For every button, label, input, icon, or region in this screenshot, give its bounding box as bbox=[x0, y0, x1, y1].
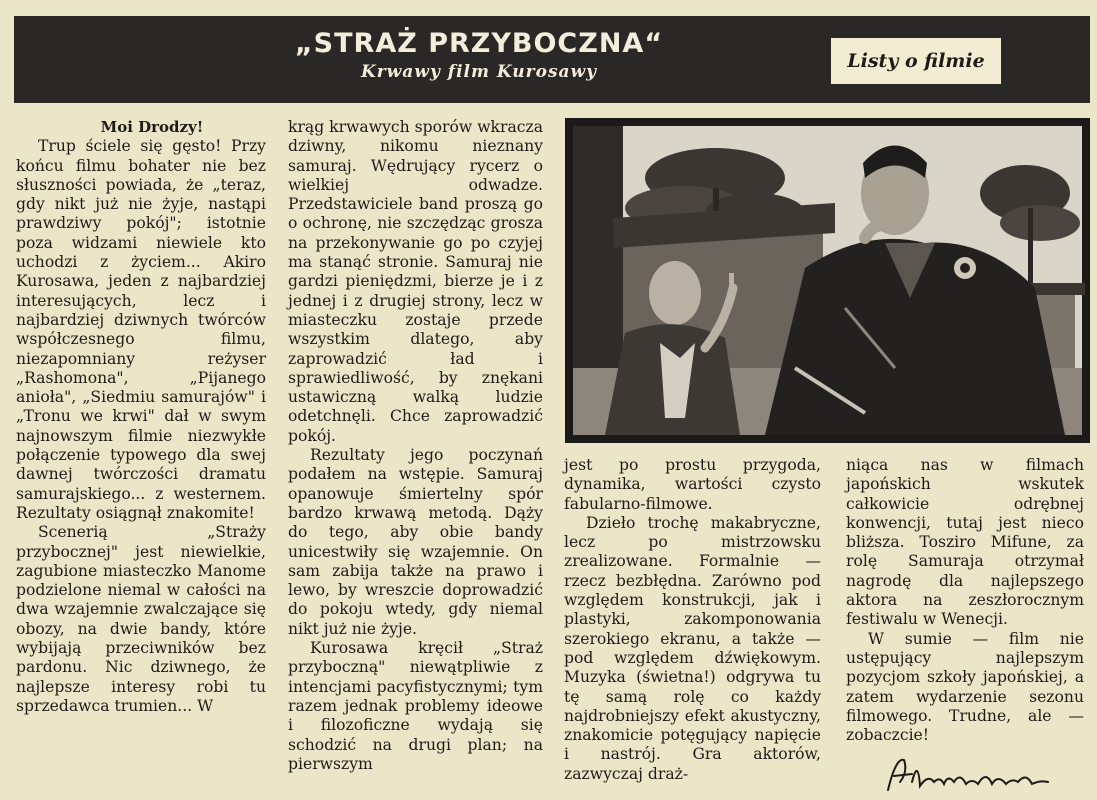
article-column-1 bbox=[16, 118, 266, 716]
signature-image bbox=[878, 752, 1078, 794]
article-column-2 bbox=[288, 118, 543, 774]
paragraph: W sumie — film nie ustępujący najlepszym pozycjom szkoły japońskiej, a zatem wydarzenie sezonu filmowego. Trudne, ale — zobaczcie! bbox=[846, 629, 1084, 745]
paragraph: Trup ściele się gęsto! Przy końcu filmu bohater nie bez słuszności powiada, że „teraz, gdy nikt już nie żyje, nastąpi prawdziwy pokój"; istotnie poza widzami niewiele kto uchodzi z życiem... Akiro Kurosawa, jeden z najbardziej interesujących, lecz i najbardziej dziwnych twórców współczesnego filmu, niezapomniany reżyser „Rashomona", „Pijanego anioła", „Siedmiu samurajów" i „Tronu we krwi" dał w swym najnowszym filmie niezwykłe połączenie typowego dla swej dawnej twórczości dramatu samurajskiego... z westernem. Rezultaty osiągnął znakomite! bbox=[16, 137, 266, 522]
paragraph: krąg krwawych sporów wkracza dziwny, nikomu nieznany samuraj. Wędrujący rycerz o wielkiej odwadze. Przedstawiciele band proszą go o ochronę, nie szczędząc grosza na przekonywanie go po czyjej ma stanąć stronie. Samuraj nie gardzi pieniędzmi, bierze je i z jednej i z drugiej strony, lecz w miasteczku zostaje przede wszystkim dlatego, aby zaprowadzić ład i sprawiedliwość, by znękani ustawiczną walką ludzie odetchnęli. Chce zaprowadzić pokój. bbox=[288, 118, 543, 445]
article-column-3 bbox=[564, 456, 821, 784]
author-signature bbox=[878, 752, 1078, 794]
paragraph: Kurosawa kręcił „Straż przyboczną" niewątpliwie z intencjami pacyfistycznymi; tym razem jednak problemy ideowe i filozoficzne wydają się schodzić na drugi plan; na pierwszym bbox=[288, 639, 543, 773]
paragraph: Rezultaty jego poczynań podałem na wstępie. Samuraj opanowuje śmiertelny spór bardzo krwawą metodą. Dąży do tego, aby obie bandy unicestwiły się wzajemnie. On sam zabija także na prawo i lewo, by wreszcie doprowadzić do pokoju wtedy, gdy niemal nikt już nie żyje. bbox=[288, 446, 543, 638]
greeting: Moi Drodzy! bbox=[100, 118, 204, 136]
header-banner bbox=[14, 16, 1090, 103]
paragraph: niąca nas w filmach japońskich wskutek całkowicie odrębnej konwencji, tutaj jest nieco bliższa. Tosziro Mifune, za rolę Samuraja otrzymał nagrodę dla najlepszego aktora na zeszłorocznym festiwalu w Wenecji. bbox=[846, 456, 1084, 629]
paragraph: Dzieło trochę makabryczne, lecz po mistrzowsku zrealizowane. Formalnie — rzecz bezbłędna. Zarówno pod względem konstrukcji, jak i plastyki, zakomponowania szerokiego ekranu, a także — pod względem dźwiękowym. Muzyka (świetna!) odgrywa tu tę samą rolę co każdy najdrobniejszy efekt akustyczny, znakomicie potęgujący napięcie i nastrój. Gra aktorów, zazwyczaj draż- bbox=[564, 513, 821, 783]
paragraph: Scenerią „Straży przybocznej" jest niewielkie, zagubione miasteczko Manome podzielone niemal w całości na dwa wzajemnie zwalczające się obozy, na dwie bandy, które wybijają przeciwników bez pardonu. Nic dziwnego, że najlepsze interesy robi tu sprzedawca trumien... W bbox=[16, 523, 266, 715]
paragraph: jest po prostu przygoda, dynamika, wartości czysto fabularno-filmowe. bbox=[564, 456, 821, 513]
film-still-photo bbox=[565, 118, 1090, 443]
article-column-4 bbox=[846, 456, 1084, 745]
film-still-image bbox=[565, 118, 1090, 443]
article-title: „STRAŻ PRZYBOCZNA“ bbox=[294, 28, 664, 59]
section-badge: Listy o filmie bbox=[831, 38, 1001, 84]
article-subtitle: Krwawy film Kurosawy bbox=[360, 62, 598, 82]
